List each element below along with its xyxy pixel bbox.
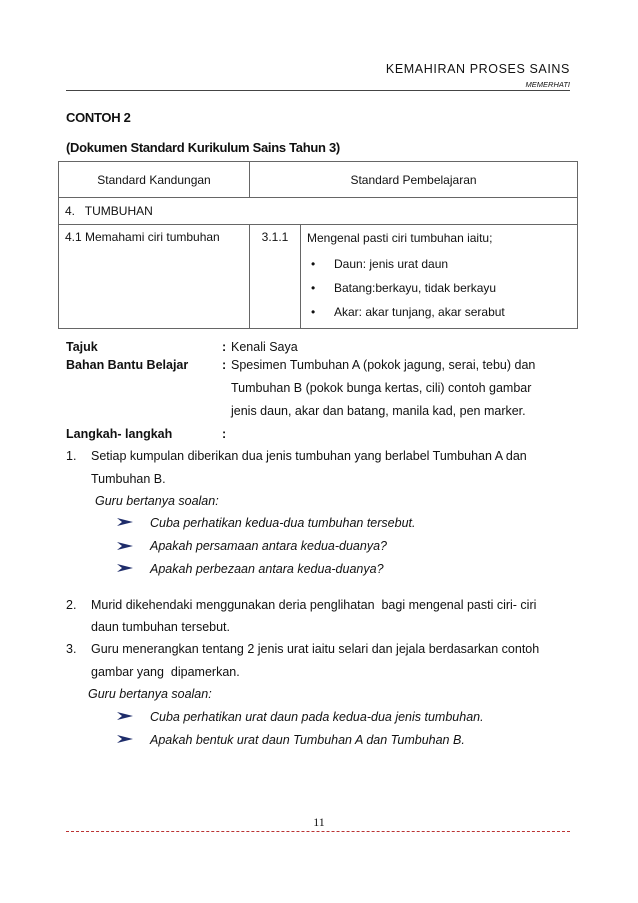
- step-2-text: Murid dikehendaki menggunakan deria penglihatan bagi mengenal pasti ciri- ciri: [91, 598, 537, 612]
- step-1-text: Setiap kumpulan diberikan dua jenis tumbuhan yang berlabel Tumbuhan A dan: [91, 449, 527, 463]
- step-3-text: Guru menerangkan tentang 2 jenis urat iaitu selari dan jejala berdasarkan contoh: [91, 642, 540, 656]
- list-item: • Batang:berkayu, tidak berkayu: [307, 276, 571, 300]
- step-number: 2.: [66, 598, 77, 612]
- bahan-colon: :: [222, 358, 227, 372]
- guru-prompt: Guru bertanya soalan:: [95, 494, 219, 508]
- step-2-text-cont: daun tumbuhan tersebut.: [91, 620, 230, 634]
- langkah-label: Langkah- langkah: [66, 427, 173, 441]
- list-item: • Akar: akar tunjang, akar serabut: [307, 300, 571, 324]
- standard-table: [58, 161, 578, 329]
- arrow-bullet-icon: [117, 734, 133, 744]
- page-number: 11: [313, 815, 325, 829]
- tajuk-colon: :: [222, 340, 227, 354]
- arrow-bullet-icon: [117, 517, 133, 527]
- bahan-label: Bahan Bantu Belajar: [66, 358, 189, 372]
- question-item: Apakah persamaan antara kedua-duanya?: [150, 539, 387, 553]
- col-header-pembelajaran: Standard Pembelajaran: [250, 162, 578, 198]
- footer-divider: [66, 831, 570, 832]
- pembelajaran-cell: [301, 225, 578, 329]
- guru-prompt: Guru bertanya soalan:: [88, 687, 212, 701]
- step-1-text-cont: Tumbuhan B.: [91, 472, 166, 486]
- header-subtitle: MEMERHATI: [525, 80, 570, 89]
- list-item: • Daun: jenis urat daun: [307, 252, 571, 276]
- question-item: Cuba perhatikan urat daun pada kedua-dua jenis tumbuhan.: [150, 710, 484, 724]
- bahan-line: jenis daun, akar dan batang, manila kad, pen marker.: [231, 404, 526, 418]
- section-tumbuhan: 4. TUMBUHAN: [59, 198, 578, 225]
- bahan-line: Tumbuhan B (pokok bunga kertas, cili) contoh gambar: [231, 381, 532, 395]
- langkah-colon: :: [222, 427, 227, 441]
- dokumen-title: (Dokumen Standard Kurikulum Sains Tahun 3): [66, 140, 340, 155]
- tajuk-value: Kenali Saya: [231, 340, 298, 354]
- question-item: Apakah perbezaan antara kedua-duanya?: [150, 562, 384, 576]
- bullet-list: [307, 252, 571, 324]
- table-row: [59, 225, 578, 329]
- bahan-line: Spesimen Tumbuhan A (pokok jagung, serai, tebu) dan: [231, 358, 536, 372]
- table-header-row: [59, 162, 578, 198]
- code-cell: 3.1.1: [250, 225, 301, 329]
- question-item: Cuba perhatikan kedua-dua tumbuhan tersebut.: [150, 516, 416, 530]
- pembelajaran-intro: Mengenal pasti ciri tumbuhan iaitu;: [307, 231, 493, 245]
- tajuk-label: Tajuk: [66, 340, 98, 354]
- table-section-row: [59, 198, 578, 225]
- question-item: Apakah bentuk urat daun Tumbuhan A dan Tumbuhan B.: [150, 733, 465, 747]
- kandungan-cell: 4.1 Memahami ciri tumbuhan: [59, 225, 250, 329]
- step-3-text-cont: gambar yang dipamerkan.: [91, 665, 240, 679]
- arrow-bullet-icon: [117, 541, 133, 551]
- step-number: 3.: [66, 642, 77, 656]
- header-divider: [66, 90, 570, 91]
- header-title: KEMAHIRAN PROSES SAINS: [385, 62, 570, 76]
- arrow-bullet-icon: [117, 711, 133, 721]
- col-header-kandungan: Standard Kandungan: [59, 162, 250, 198]
- contoh-title: CONTOH 2: [66, 110, 131, 125]
- arrow-bullet-icon: [117, 563, 133, 573]
- step-number: 1.: [66, 449, 77, 463]
